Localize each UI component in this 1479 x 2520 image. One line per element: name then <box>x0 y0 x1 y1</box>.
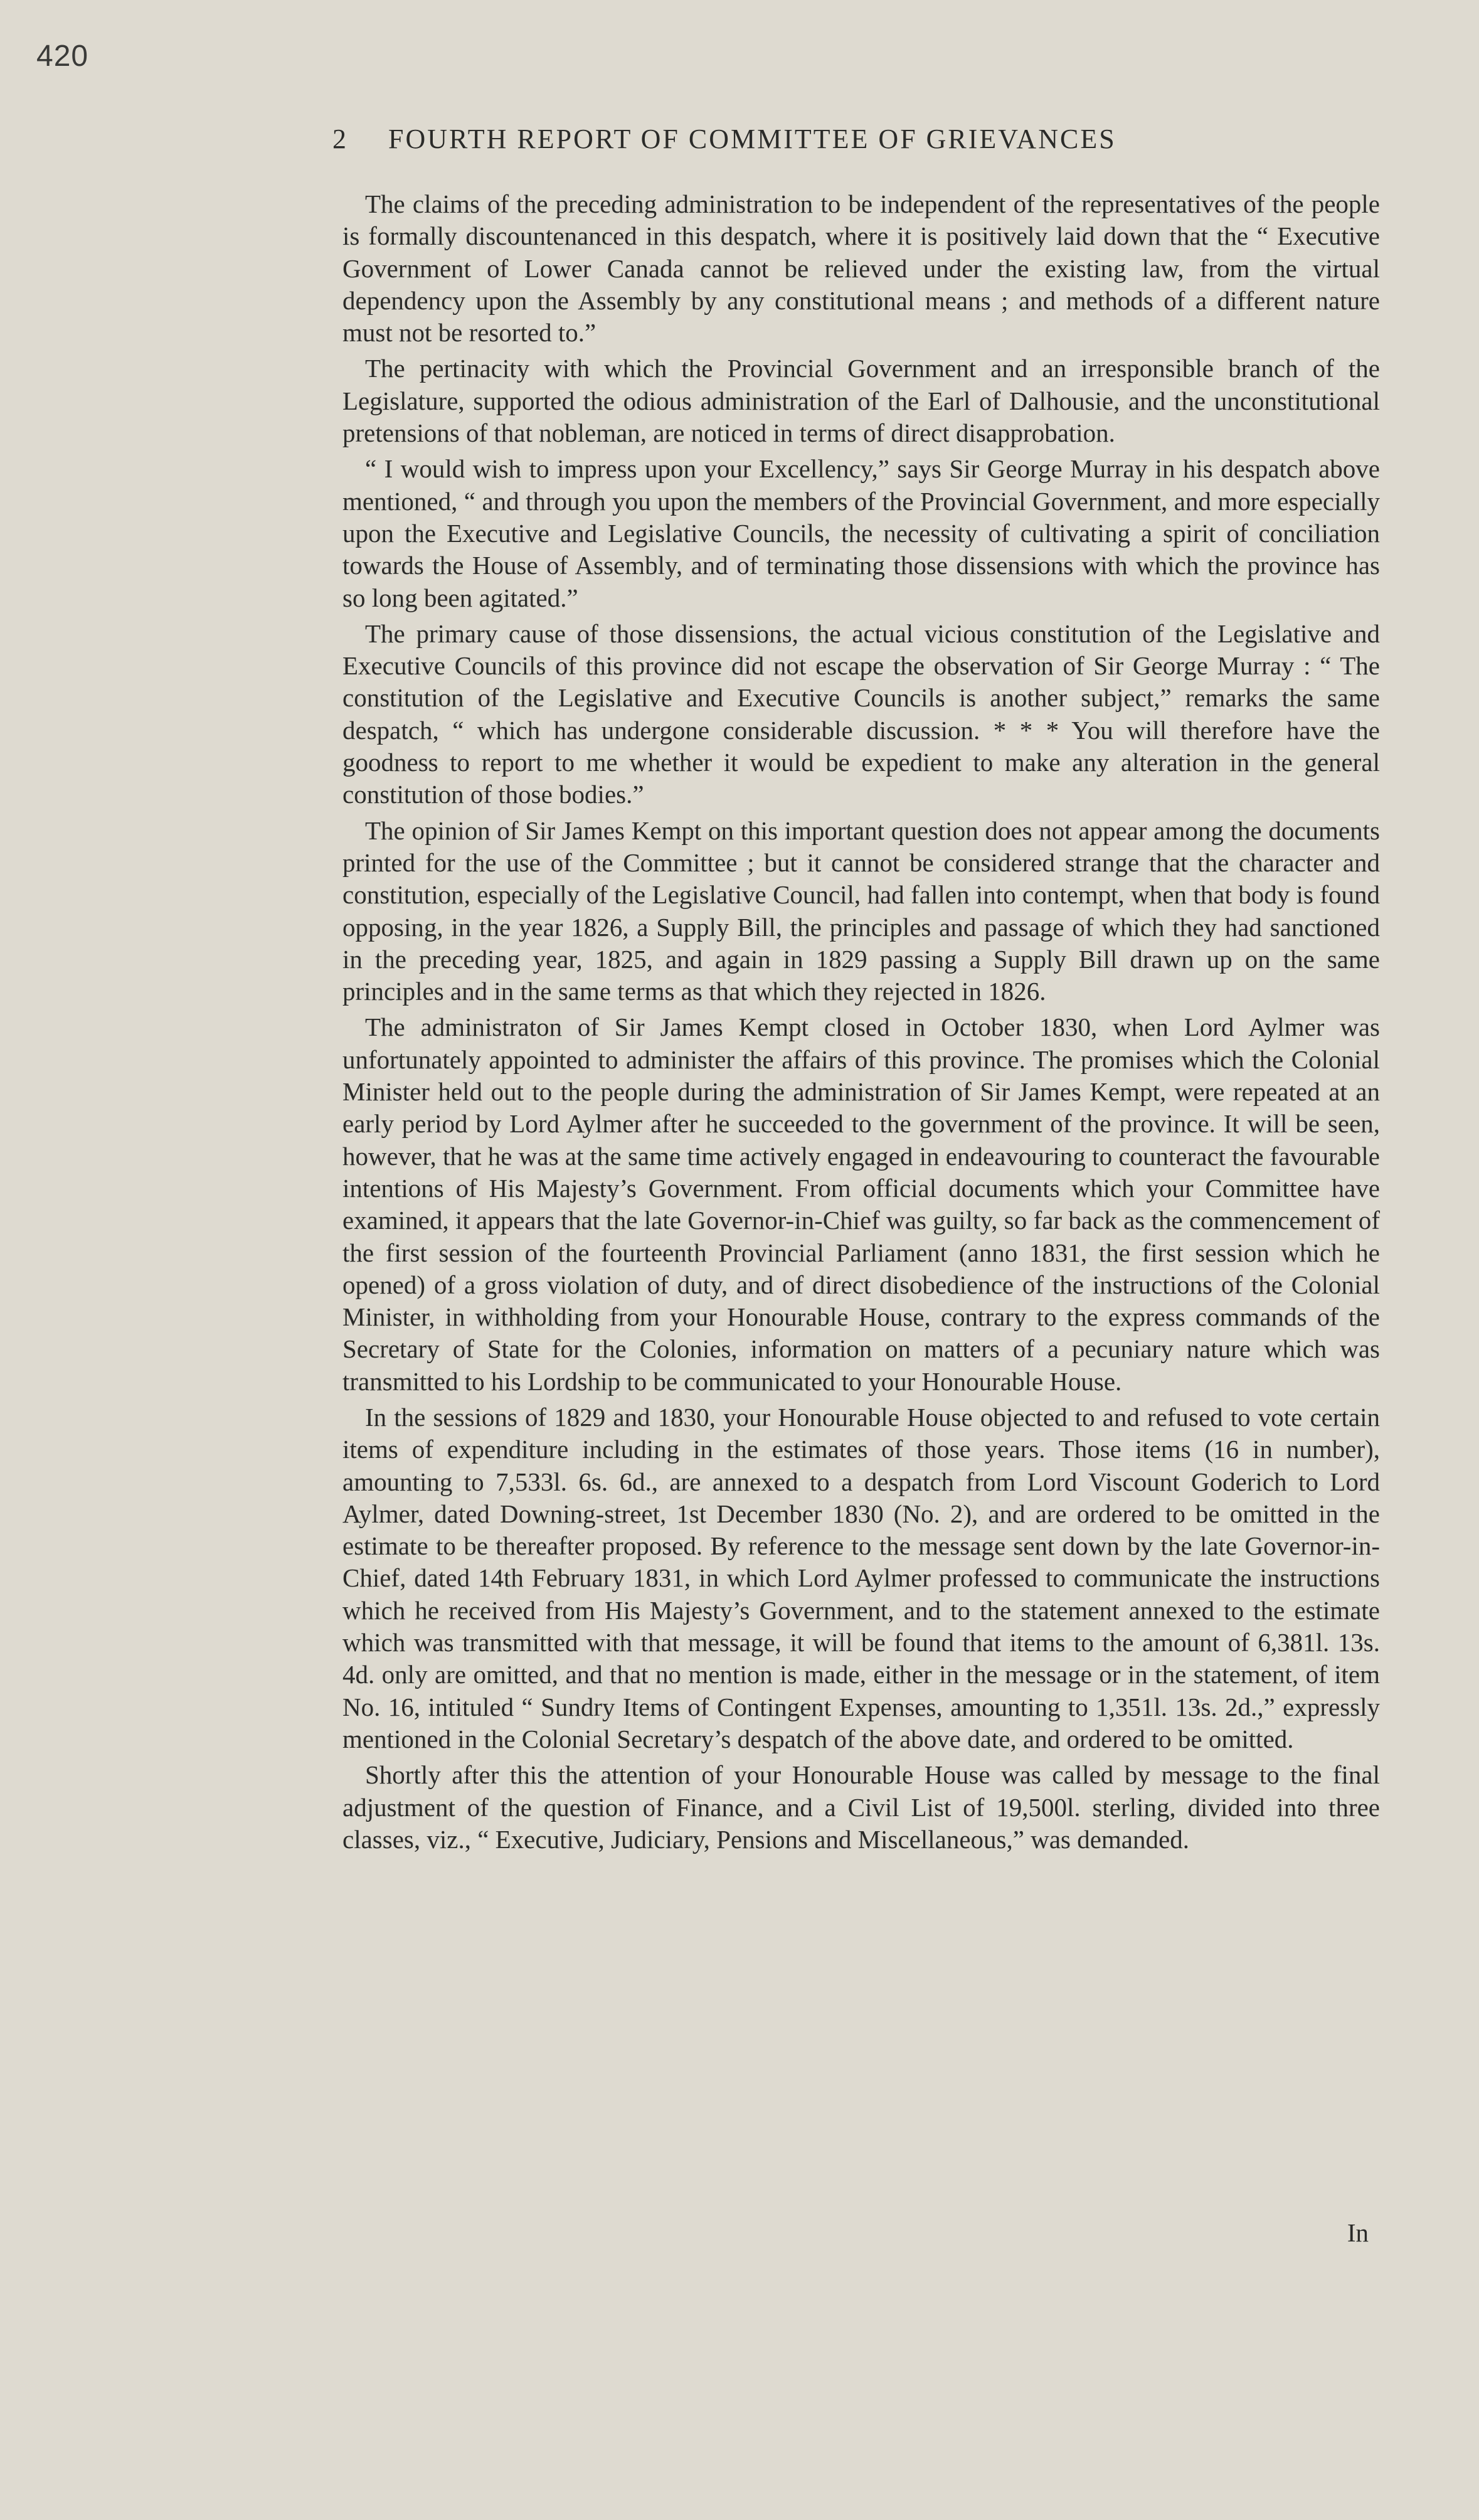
archive-page-number: 420 <box>36 40 89 73</box>
paragraph: The opinion of Sir James Kempt on this important question does not appear among the documents printed for the use of the Committee ; but it cannot be considered strange that the character and constitution, especially of the Legislative Council, had fallen into contempt, when that body is found opposing, in the year 1826, a Supply Bill, the principles and passage of which they had sanctioned in the preceding year, 1825, and again in 1829 passing a Supply Bill drawn up on the same principles and in the same terms as that which they rejected in 1826. <box>342 816 1380 1006</box>
paragraph: The pertinacity with which the Provincial Government and an irresponsible branch of the Legislature, supported the odious administration of the Earl of Dalhousie, and the unconstitutional pretensions of that nobleman, are noticed in terms of direct disapprobation. <box>342 354 1380 448</box>
paragraph: The administraton of Sir James Kempt closed in October 1830, when Lord Aylmer was unfortunately appointed to administer the affairs of this province. The promises which the Colonial Minister held out to the people during the administration of Sir James Kempt, were repeated at an early period by Lord Aylmer after he succeeded to the government of the province. It will be seen, however, that he was at the same time actively engaged in endeavouring to counteract the favourable intentions of His Majesty’s Government. From official documents which your Committee have examined, it appears that the late Governor-in-Chief was guilty, so far back as the commencement of the first session of the fourteenth Provincial Parliament (anno 1831, the first session which he opened) of a gross violation of duty, and of direct disobedience of the instructions of the Colonial Minister, in withholding from your Honourable House, contrary to the express commands of the Secretary of State for the Colonies, information on matters of a pecuniary nature which was transmitted to his Lordship to be communicated to your Honourable House. <box>342 1013 1380 1396</box>
paragraph: The primary cause of those dissensions, the actual vicious constitution of the Legislative and Executive Councils of this province did not escape the observation of Sir George Murray : “ The constitution of the Legislative and Executive Councils is another subject,” remarks the same despatch, “ which has undergone considerable discussion. * * * You will therefore have the goodness to report to me whether it would be expedient to make any alteration in the general constitution of those bodies.” <box>342 619 1380 809</box>
page-number: 2 <box>332 124 348 154</box>
catchword: In <box>1347 2218 1369 2247</box>
running-header <box>332 123 1380 155</box>
paragraph: “ I would wish to impress upon your Excellency,” says Sir George Murray in his despatch above mentioned, “ and through you upon the members of the Provincial Government, and more especially upon the Executive and Legislative Councils, the necessity of cultivating a spirit of conciliation towards the House of Assembly, and of terminating those dissensions with which the province has so long been agitated.” <box>342 454 1380 612</box>
body-text <box>342 188 1380 1856</box>
paragraph: In the sessions of 1829 and 1830, your Honourable House objected to and refused to vote certain items of expenditure including in the estimates of those years. Those items (16 in number), amounting to 7,533l. 6s. 6d., are annexed to a despatch from Lord Viscount Goderich to Lord Aylmer, dated Downing-street, 1st December 1830 (No. 2), and are ordered to be omitted in the estimate to be thereafter proposed. By reference to the message sent down by the late Governor-in-Chief, dated 14th February 1831, in which Lord Aylmer professed to communicate the instructions which he received from His Majesty’s Government, and to the statement annexed to the estimate which was transmitted with that message, it will be found that items to the amount of 6,381l. 13s. 4d. only are omitted, and that no mention is made, either in the message or in the statement, of item No. 16, intituled “ Sundry Items of Contingent Expenses, amounting to 1,351l. 13s. 2d.,” expressly mentioned in the Colonial Secretary’s despatch of the above date, and ordered to be omitted. <box>342 1402 1380 1753</box>
report-title: FOURTH REPORT OF COMMITTEE OF GRIEVANCES <box>388 124 1116 154</box>
paragraph: Shortly after this the attention of your Honourable House was called by message to the final adjustment of the question of Finance, and a Civil List of 19,500l. sterling, divided into three classes, viz., “ Executive, Judiciary, Pensions and Miscellaneous,” was demanded. <box>342 1760 1380 1854</box>
paragraph: The claims of the preceding administration to be independent of the representatives of the people is formally discountenanced in this despatch, where it is positively laid down that the “ Executive Government of Lower Canada cannot be relieved under the existing law, from the virtual dependency upon the Assembly by any constitutional means ; and methods of a different nature must not be resorted to.” <box>342 189 1380 348</box>
